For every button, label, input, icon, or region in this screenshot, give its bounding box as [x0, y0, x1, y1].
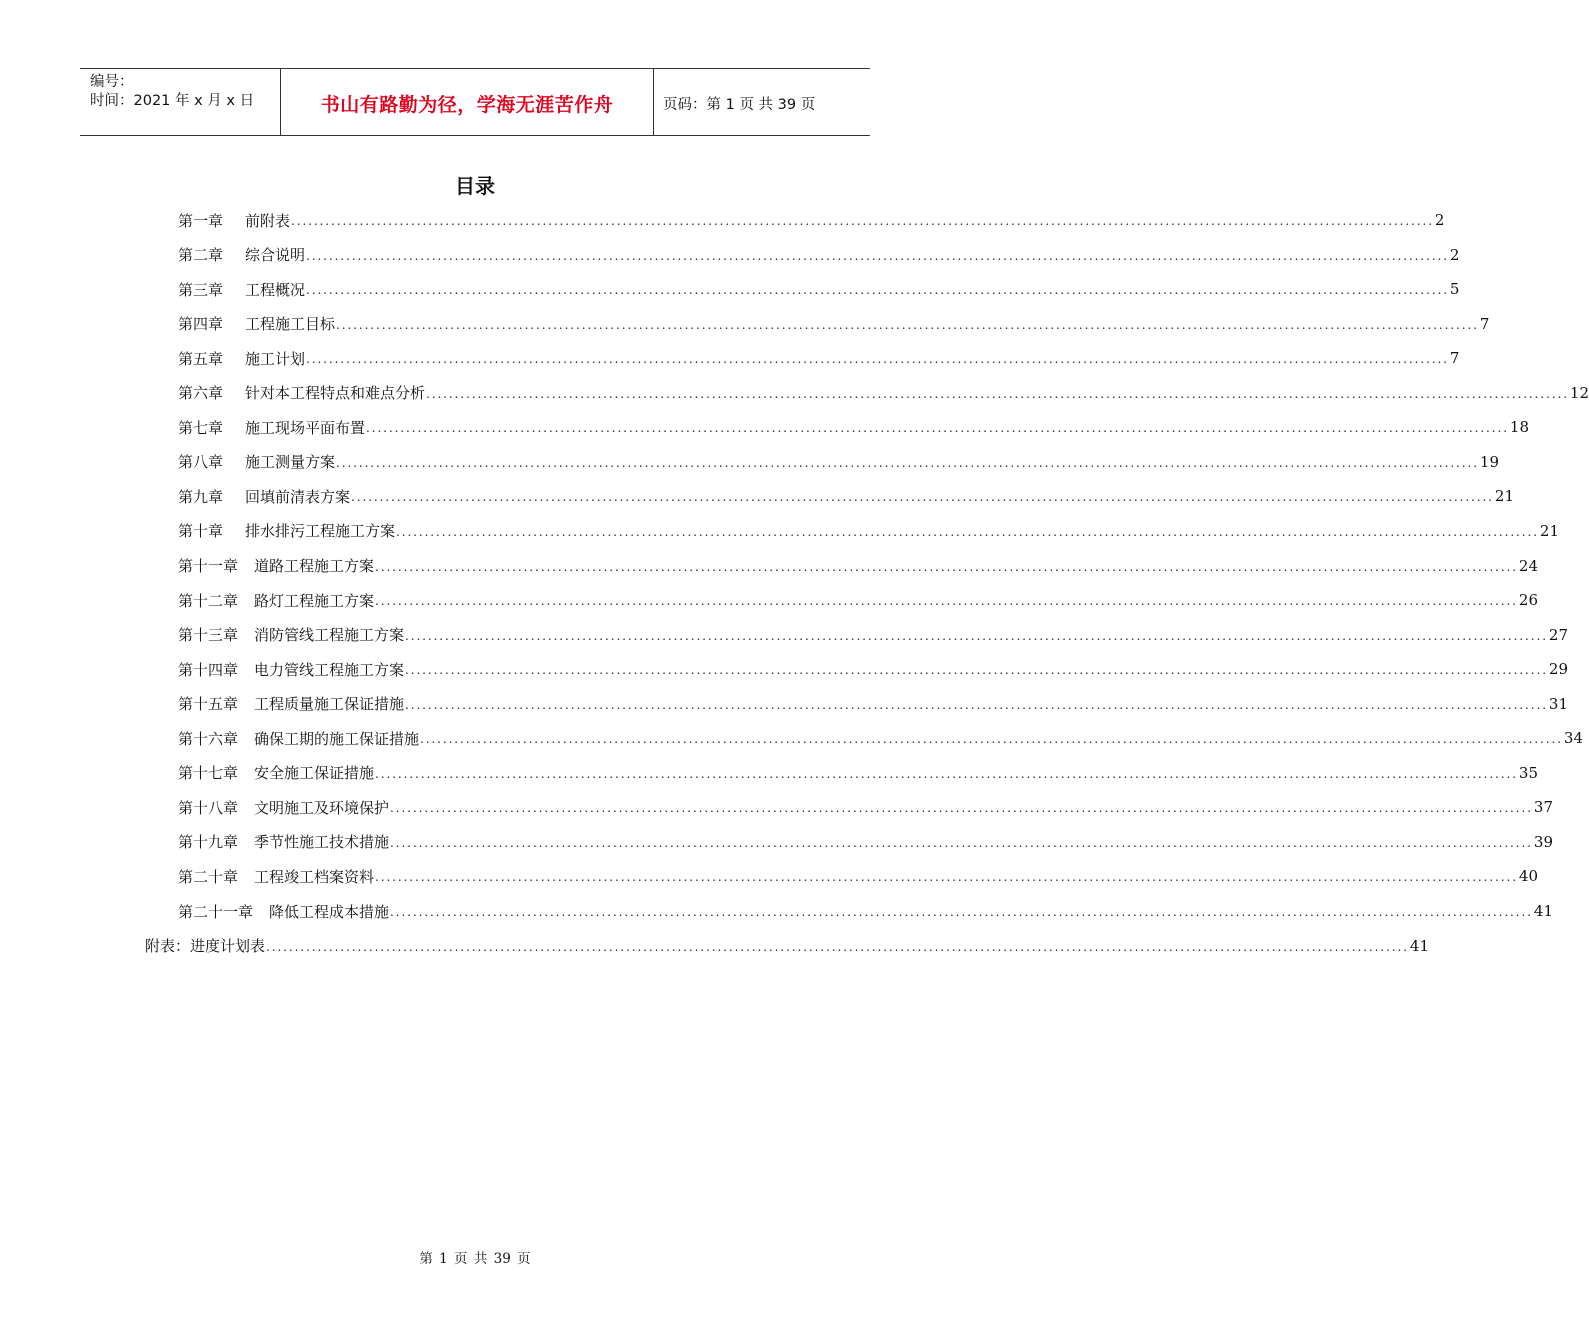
toc-page-number: 12 [1569, 383, 1589, 402]
toc-entry-title: 降低工程成本措施 [269, 902, 390, 921]
toc-leader-dots: ........................................................................................................................................................................................................ [375, 870, 1518, 885]
toc-entry[interactable] [178, 549, 1538, 583]
toc-leader-dots: ........................................................................................................................................................................................................ [306, 248, 1449, 263]
toc-page-number: 21 [1539, 521, 1559, 540]
toc-entry[interactable] [178, 583, 1538, 617]
toc-entry-title: 安全施工保证措施 [254, 764, 375, 783]
toc-page-number: 5 [1449, 280, 1460, 299]
toc-entry-title: 工程施工目标 [245, 315, 336, 334]
toc-entry[interactable] [178, 756, 1538, 790]
toc-entry-title: 施工现场平面布置 [245, 418, 366, 437]
toc-chapter-label: 第一章 [178, 211, 224, 230]
page-footer: 第 1 页 共 39 页 [419, 1251, 531, 1267]
toc-entry-title: 进度计划表 [190, 937, 266, 956]
toc-entry-title: 施工计划 [245, 349, 306, 368]
toc-entry[interactable] [178, 859, 1538, 893]
toc-chapter-label: 第十九章 [178, 833, 239, 852]
toc-entry[interactable] [178, 203, 1445, 237]
header-info-cell [80, 69, 281, 135]
toc-chapter-label: 第六章 [178, 384, 224, 403]
toc-leader-dots: ........................................................................................................................................................................................................ [405, 663, 1548, 678]
toc-entry[interactable] [178, 376, 1589, 410]
header-motto: 书山有路勤为径，学海无涯苦作舟 [281, 69, 654, 135]
toc-chapter-label: 第十四章 [178, 660, 239, 679]
toc-chapter-label: 第五章 [178, 349, 224, 368]
toc-page-number: 7 [1449, 349, 1460, 368]
toc-entry-title: 季节性施工技术措施 [254, 833, 390, 852]
toc-chapter-label: 第十三章 [178, 626, 239, 645]
toc-entry-title: 针对本工程特点和难点分析 [245, 384, 426, 403]
toc-page-number: 24 [1518, 556, 1538, 575]
toc-page-number: 39 [1533, 832, 1553, 851]
toc-entry-title: 电力管线工程施工方案 [254, 660, 405, 679]
page-header [80, 68, 870, 136]
toc-leader-dots: ........................................................................................................................................................................................................ [375, 559, 1518, 574]
toc-page-number: 2 [1449, 245, 1460, 264]
toc-entry[interactable] [178, 272, 1460, 306]
toc-entry[interactable] [178, 307, 1490, 341]
toc-leader-dots: ........................................................................................................................................................................................................ [396, 524, 1539, 539]
toc-leader-dots: ........................................................................................................................................................................................................ [375, 766, 1518, 781]
toc-entry-title: 消防管线工程施工方案 [254, 626, 405, 645]
toc-entry[interactable] [178, 479, 1514, 513]
toc-entry-title: 确保工期的施工保证措施 [254, 729, 420, 748]
toc-entry[interactable] [178, 721, 1583, 755]
toc-leader-dots: ........................................................................................................................................................................................................ [291, 214, 1434, 228]
toc-chapter-label: 第三章 [178, 280, 224, 299]
toc-entry-title: 工程概况 [245, 280, 306, 299]
toc-chapter-label: 第八章 [178, 453, 224, 472]
toc-entry-title: 综合说明 [245, 246, 306, 265]
toc-entry[interactable] [178, 410, 1529, 444]
toc-entry-title: 施工测量方案 [245, 453, 336, 472]
toc-leader-dots: ........................................................................................................................................................................................................ [336, 317, 1479, 332]
toc-entry-title: 排水排污工程施工方案 [245, 522, 396, 541]
toc-chapter-label: 第二十一章 [178, 902, 254, 921]
document-number-label: 编号： [90, 74, 134, 90]
toc-leader-dots: ........................................................................................................................................................................................................ [420, 732, 1563, 747]
toc-chapter-label: 第十八章 [178, 798, 239, 817]
toc-entry[interactable] [178, 445, 1499, 479]
toc-title: 目录 [455, 174, 495, 198]
toc-chapter-label: 第四章 [178, 315, 224, 334]
toc-leader-dots: ........................................................................................................................................................................................................ [306, 283, 1449, 298]
toc-leader-dots: ........................................................................................................................................................................................................ [351, 490, 1494, 505]
toc-entry-title: 工程质量施工保证措施 [254, 695, 405, 714]
toc-chapter-label: 第十六章 [178, 729, 239, 748]
toc-leader-dots: ........................................................................................................................................................................................................ [405, 697, 1548, 712]
toc-page-number: 35 [1518, 763, 1538, 782]
header-page-info: 页码：第 1 页 共 39 页 [663, 96, 816, 113]
toc-chapter-label: 第七章 [178, 418, 224, 437]
toc-leader-dots: ........................................................................................................................................................................................................ [405, 628, 1548, 643]
toc-entry[interactable] [145, 929, 1430, 963]
toc-leader-dots: ........................................................................................................................................................................................................ [306, 352, 1449, 367]
toc-chapter-label: 第十七章 [178, 764, 239, 783]
toc-chapter-label: 第十一章 [178, 557, 239, 575]
toc-leader-dots: ........................................................................................................................................................................................................ [390, 835, 1533, 850]
toc-entry-title: 前附表 [245, 211, 291, 230]
toc-leader-dots: ........................................................................................................................................................................................................ [336, 455, 1479, 470]
toc-page-number: 18 [1509, 418, 1529, 437]
toc-page-number: 34 [1563, 729, 1583, 748]
toc-leader-dots: ........................................................................................................................................................................................................ [390, 801, 1533, 816]
toc-entry[interactable] [178, 687, 1568, 721]
toc-entry-title: 文明施工及环境保护 [254, 798, 390, 817]
toc-entry[interactable] [178, 514, 1559, 548]
toc-chapter-label: 第二十章 [178, 867, 239, 886]
toc-entry-title: 工程竣工档案资料 [254, 867, 375, 886]
toc-page-number: 19 [1479, 452, 1499, 471]
toc-page-number: 7 [1479, 314, 1490, 333]
toc-page-number: 26 [1518, 591, 1538, 610]
toc-leader-dots: ........................................................................................................................................................................................................ [390, 905, 1533, 919]
toc-entry[interactable] [178, 341, 1460, 375]
toc-page-number: 29 [1548, 660, 1568, 679]
toc-page-number: 31 [1548, 694, 1568, 713]
toc-entry[interactable] [178, 238, 1460, 272]
toc-entry-title: 道路工程施工方案 [254, 557, 375, 575]
toc-entry[interactable] [178, 825, 1553, 859]
toc-leader-dots: ........................................................................................................................................................................................................ [266, 939, 1409, 954]
toc-chapter-label: 附表： [145, 937, 191, 956]
toc-page-number: 21 [1494, 487, 1514, 506]
toc-entry-title: 路灯工程施工方案 [254, 591, 375, 610]
toc-leader-dots: ........................................................................................................................................................................................................ [375, 594, 1518, 609]
toc-page-number: 37 [1533, 798, 1553, 817]
toc-chapter-label: 第十五章 [178, 695, 239, 714]
toc-chapter-label: 第二章 [178, 246, 224, 265]
toc-leader-dots: ........................................................................................................................................................................................................ [426, 386, 1569, 401]
toc-leader-dots: ........................................................................................................................................................................................................ [366, 421, 1509, 436]
toc-page-number: 41 [1533, 902, 1553, 920]
toc-page-number: 40 [1518, 867, 1538, 886]
toc-entry-title: 回填前清表方案 [245, 487, 351, 506]
toc-chapter-label: 第九章 [178, 487, 224, 506]
toc-page-number: 27 [1548, 625, 1568, 644]
toc-entry[interactable] [178, 894, 1553, 928]
toc-entry[interactable] [178, 790, 1553, 824]
toc-entry[interactable] [178, 618, 1568, 652]
toc-chapter-label: 第十章 [178, 522, 224, 541]
document-date-label: 时间：2021 年 x 月 x 日 [90, 93, 255, 109]
toc-chapter-label: 第十二章 [178, 591, 239, 610]
toc-entry[interactable] [178, 652, 1568, 686]
toc-page-number: 2 [1434, 211, 1445, 229]
toc-page-number: 41 [1409, 936, 1430, 955]
